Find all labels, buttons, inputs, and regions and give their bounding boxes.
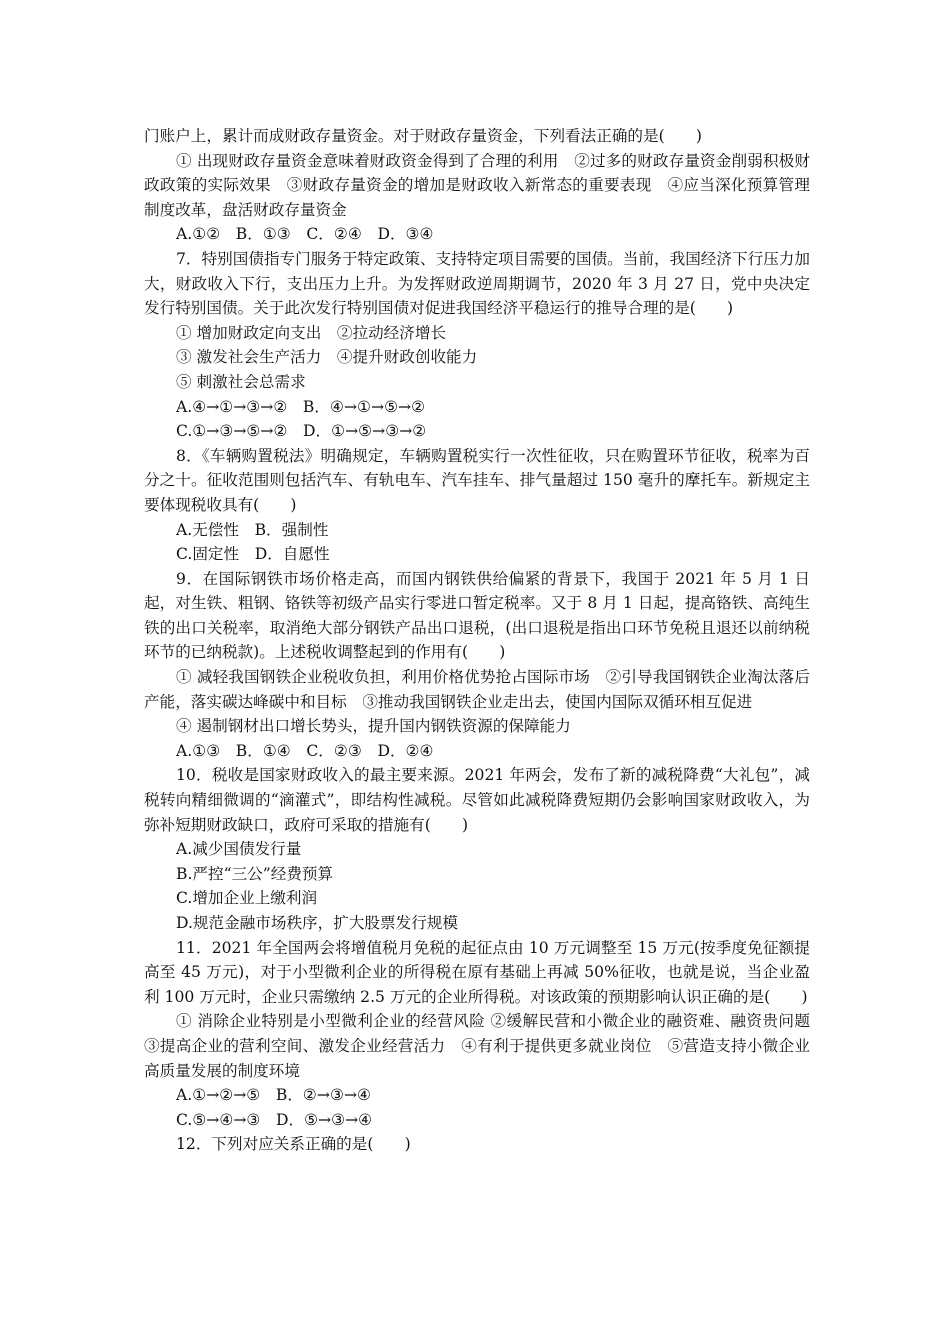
q10-answer-c: C.增加企业上缴利润 xyxy=(176,889,318,908)
q9-options: ① 减轻我国钢铁企业税收负担，利用价格优势抢占国际市场 ②引导我国钢铁企业淘汰落后产能，落实碳达峰碳中和目标 ③推动我国钢铁企业走出去，使国内国际双循环相互促进 xyxy=(144,668,810,711)
q11-options: ① 消除企业特别是小型微利企业的经营风险 ②缓解民营和小微企业的融资难、融资贵问题 ③提高企业的营利空间、激发企业经营活力 ④有利于提供更多就业岗位 ⑤营造支持小微企业高质量发展的制度环境 xyxy=(144,1012,826,1080)
question-11-stem: 11．2021 年全国两会将增值税月免税的起征点由 10 万元调整至 15 万元(按季度免征额提高至 45 万元)，对于小型微利企业的所得税在原有基础上再减 50%征收，也就是说，当企业盈利 100 万元时，企业只需缴纳 2.5 万元的企业所得税。对该政策的预期影响认识正确的是( ) xyxy=(144,938,810,1006)
q7-answers-2: C.①→③→⑤→② D．①→⑤→③→② xyxy=(176,422,427,441)
q7-answers-1: A.④→①→③→② B．④→①→⑤→② xyxy=(176,397,426,416)
q9-option-4: ④ 遏制钢材出口增长势头，提升国内钢铁资源的保障能力 xyxy=(176,717,571,736)
q10-answer-d: D.规范金融市场秩序，扩大股票发行规模 xyxy=(176,914,458,932)
q10-answer-a: A.减少国债发行量 xyxy=(176,840,302,859)
document-page xyxy=(144,124,826,1157)
question-7-stem: 7．特别国债指专门服务于特定政策、支持特定项目需要的国债。当前，我国经济下行压力加大，财政收入下行，支出压力上升。为发挥财政逆周期调节，2020 年 3 月 27 日，党中央决定发行特别国债。关于此次发行特别国债对促进我国经济平稳运行的推导合理的是( ) xyxy=(144,249,810,318)
q8-answers-1: A.无偿性 B．强制性 xyxy=(176,520,329,539)
text-line-1: 门账户上，累计而成财政存量资金。对于财政存量资金，下列看法正确的是( ) xyxy=(144,127,702,145)
text-line-2: ① 出现财政存量资金意味着财政资金得到了合理的利用 ②过多的财政存量资金削弱积极财政政策的实际效果 ③财政存量资金的增加是财政收入新常态的重要表现 ④应当深化预算管理制度改革，盘活财政存量资金 xyxy=(144,151,810,219)
q7-option-line-1: ① 增加财政定向支出 ②拉动经济增长 xyxy=(176,323,447,342)
q7-option-line-3: ⑤ 刺激社会总需求 xyxy=(176,372,306,391)
q11-answers-1: A.①→②→⑤ B．②→③→④ xyxy=(176,1086,372,1105)
q10-answer-b: B.严控“三公”经费预算 xyxy=(176,864,334,883)
question-8-stem: 8．《车辆购置税法》明确规定，车辆购置税实行一次性征收，只在购置环节征收，税率为百分之十。征收范围则包括汽车、有轨电车、汽车挂车、排气量超过 150 毫升的摩托车。新规定主要体现税收具有( ) xyxy=(144,446,810,514)
q8-answers-2: C.固定性 D．自愿性 xyxy=(176,545,330,564)
text-line-3: A.①② B．①③ C．②④ D．③④ xyxy=(176,225,434,244)
q9-answers: A.①③ B．①④ C．②③ D．②④ xyxy=(176,741,434,760)
question-9-stem: 9．在国际钢铁市场价格走高，而国内钢铁供给偏紧的背景下，我国于 2021 年 5 月 1 日起，对生铁、粗钢、铬铁等初级产品实行零进口暂定税率。又于 8 月 1 日起，提高铬铁、高纯生铁的出口关税率，取消绝大部分钢铁产品出口退税，(出口退税是指出口环节免税且退还以前纳税环节的已纳税款)。上述税收调整起到的作用有( ) xyxy=(144,569,810,662)
q11-answers-2: C.⑤→④→③ D．⑤→③→④ xyxy=(176,1110,373,1129)
question-12-stem: 12．下列对应关系正确的是( ) xyxy=(176,1135,411,1154)
question-10-stem: 10．税收是国家财政收入的最主要来源。2021 年两会，发布了新的减税降费“大礼包”，减税转向精细微调的“滴灌式”，即结构性减税。尽管如此减税降费短期仍会影响国家财政收入，为弥补短期财政缺口，政府可采取的措施有( ) xyxy=(144,766,810,834)
q7-option-line-2: ③ 激发社会生产活力 ④提升财政创收能力 xyxy=(176,348,478,367)
